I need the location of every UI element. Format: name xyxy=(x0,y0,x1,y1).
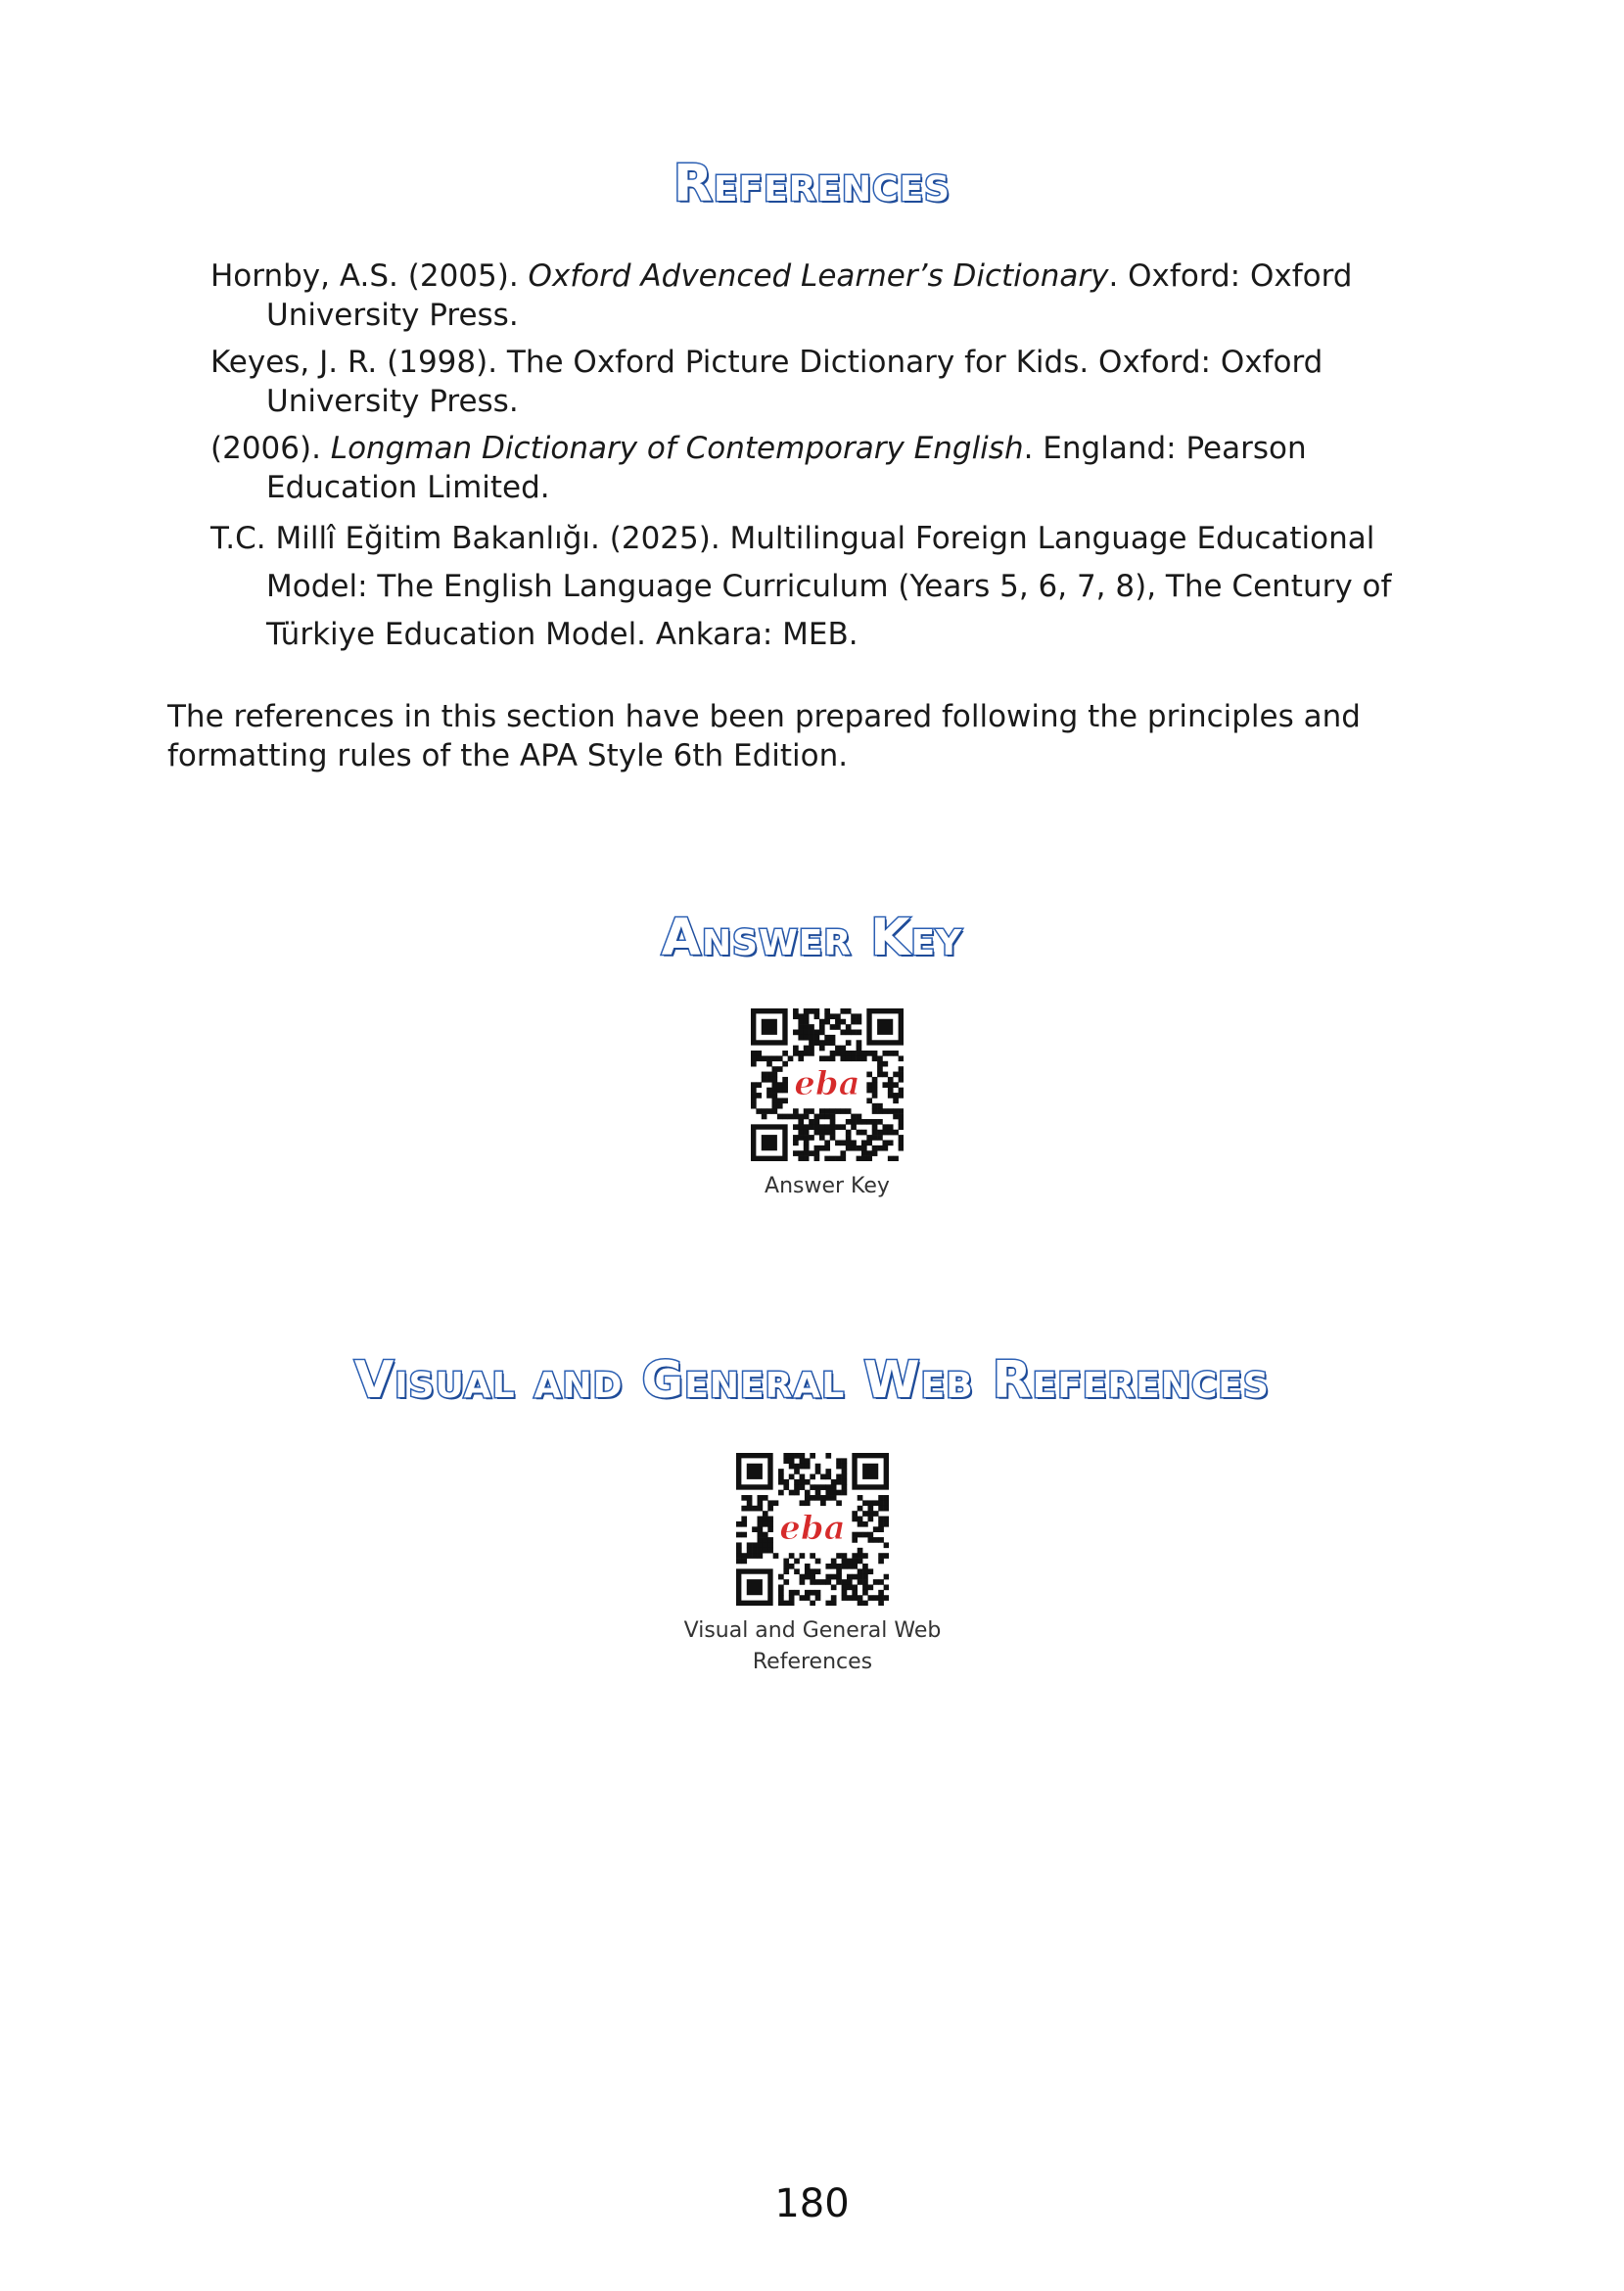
eba-logo: eba xyxy=(779,1509,846,1548)
eba-logo: eba xyxy=(794,1064,860,1103)
answer-key-caption: Answer Key xyxy=(765,1174,890,1198)
qr-code-icon xyxy=(751,1008,904,1161)
visual-web-caption xyxy=(646,1615,979,1678)
reference-text: Hornby, A.S. (2005). xyxy=(210,258,529,294)
qr-code-icon xyxy=(736,1453,889,1606)
caption-line: Visual and General Web xyxy=(683,1618,942,1643)
page-number: 180 xyxy=(774,2181,850,2226)
reference-title: Oxford Advenced Learner’s Dictionary xyxy=(528,258,1109,294)
references-heading: References xyxy=(673,155,951,213)
reference-entry xyxy=(210,429,1454,507)
apa-note: The references in this section have been prepared following the principles and formatting rules of the APA Style 6th Edition. xyxy=(167,699,1361,773)
visual-web-references-heading: Visual and General Web References xyxy=(354,1351,1270,1410)
visual-web-qr-block xyxy=(646,1453,979,1678)
reference-text: . Oxford: Oxford University Press. xyxy=(266,258,1353,333)
reference-entry xyxy=(210,343,1454,421)
caption-line: References xyxy=(752,1650,873,1674)
reference-entry xyxy=(210,257,1454,335)
answer-key-heading: Answer Key xyxy=(661,909,963,967)
reference-text: T.C. Millî Eğitim Bakanlığı. (2025). Multilingual Foreign Language Educational Model: The English Language Curriculum (Years 5, 6, 7, 8), The Century of Türkiye Education Model. Ankara: MEB. xyxy=(210,521,1392,652)
answer-key-qr-block xyxy=(705,1008,950,1202)
answer-key-qr-code[interactable] xyxy=(751,1008,904,1161)
reference-title: Longman Dictionary of Contemporary English xyxy=(330,431,1024,466)
reference-text: (2006). xyxy=(210,431,331,466)
visual-web-qr-code[interactable] xyxy=(736,1453,889,1606)
reference-text: Keyes, J. R. (1998). The Oxford Picture Dictionary for Kids. Oxford: Oxford University Press. xyxy=(210,345,1323,419)
reference-text: . England: Pearson Education Limited. xyxy=(266,431,1307,505)
reference-entry xyxy=(210,515,1454,659)
reference-list xyxy=(210,257,1454,667)
